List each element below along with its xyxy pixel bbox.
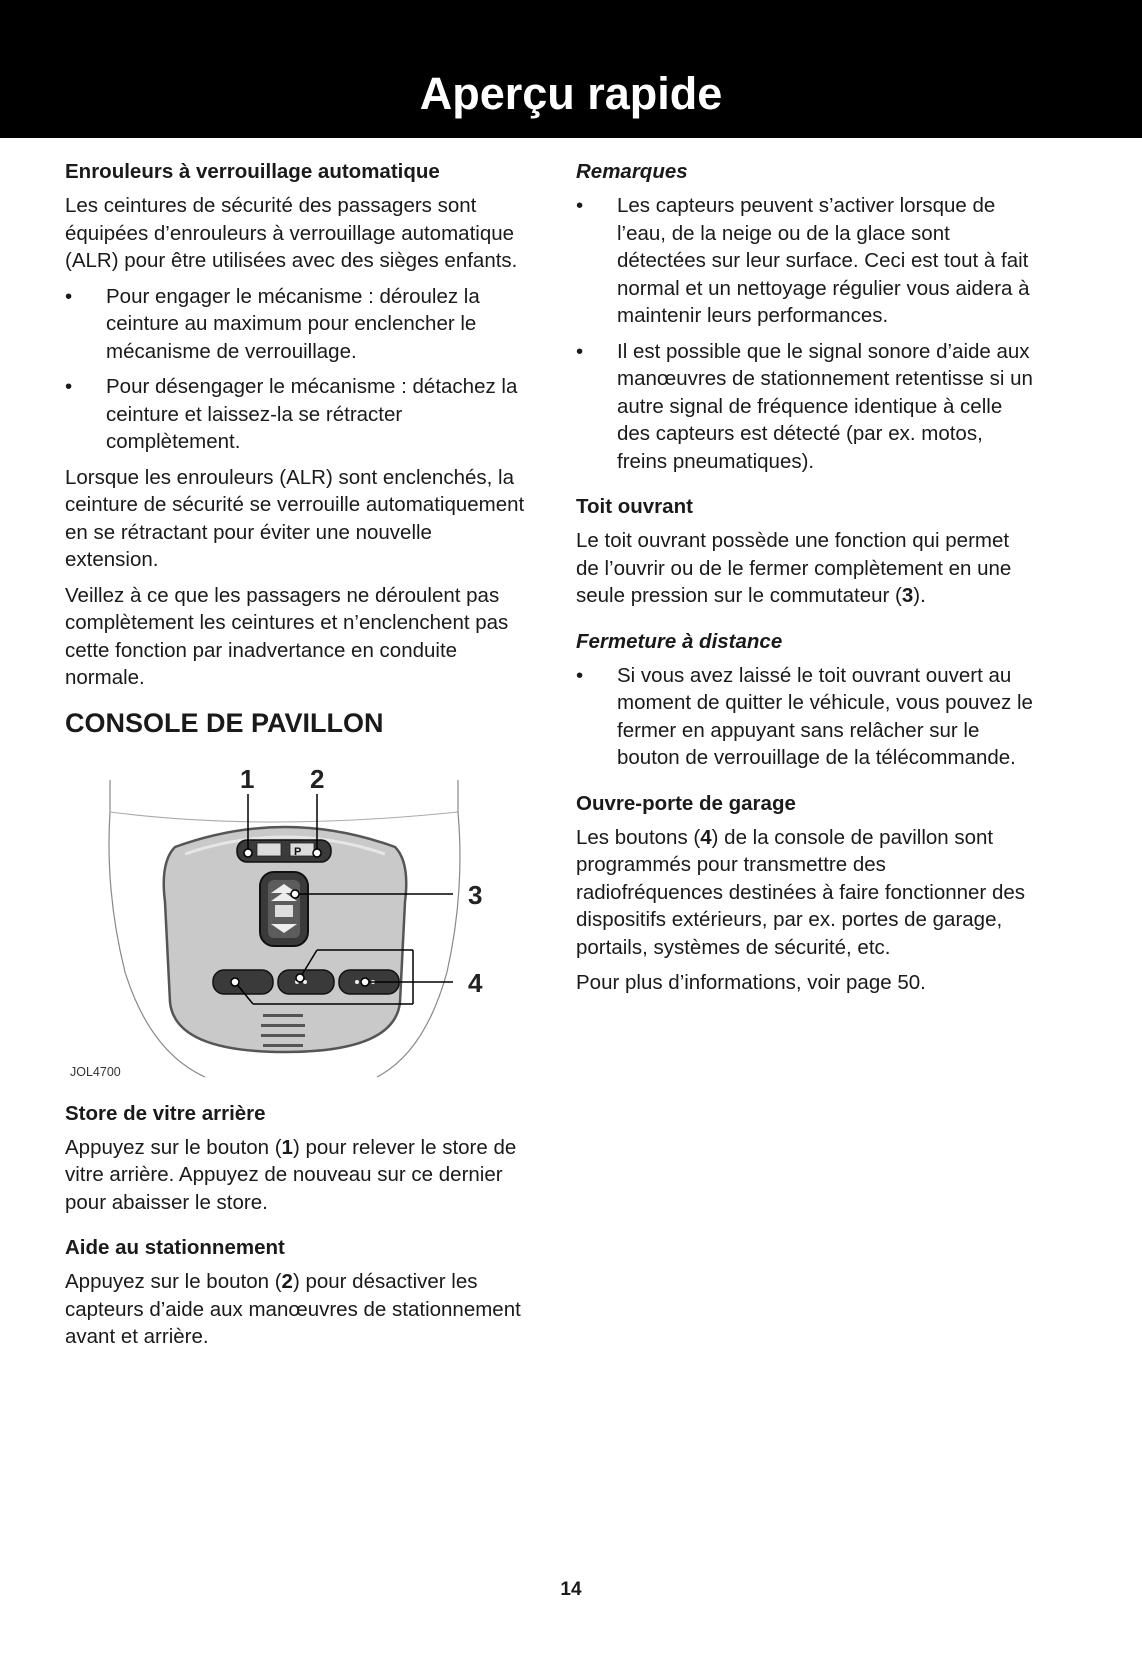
right-column: [576, 158, 1036, 1005]
list-item: • Si vous avez laissé le toit ouvrant ouvert au moment de quitter le véhicule, vous pouvez le fermer en appuyant sans relâcher sur le bouton de verrouillage de la télécommande.: [576, 663, 1033, 769]
store-heading: Store de vitre arrière: [65, 1101, 266, 1125]
aide-heading: Aide au stationnement: [65, 1236, 285, 1259]
list-item: • Les capteurs peuvent s’activer lorsque de l’eau, de la neige ou de la glace sont détectées sur leur surface. Ceci est tout à fait normal et un nettoyage régulier vous aidera à maintenir leurs performances.: [576, 194, 1030, 327]
bullet: •: [65, 284, 73, 308]
bullet: •: [576, 339, 584, 363]
console-heading: CONSOLE DE PAVILLON: [65, 707, 384, 738]
alr-bullet-list: [65, 283, 525, 456]
page-number: 14: [560, 1579, 582, 1600]
bullet: •: [65, 375, 73, 398]
garage-heading: Ouvre-porte de garage: [576, 791, 796, 815]
figure-code: JOL4700: [70, 1064, 121, 1079]
fermeture-bullet-list: [576, 662, 1036, 772]
garage-text: Les boutons (4) de la console de pavillon sont programmés pour transmettre des radiofréquences destinées à faire fonctionner des dispositifs extérieurs, par ex. portes de garage, portails, systèmes de sécurité, etc.: [576, 825, 1026, 959]
alr-intro: Les ceintures de sécurité des passagers sont équipées d’enrouleurs à verrouillage automatique (ALR) pour être utilisées avec des sièges enfants.: [65, 194, 518, 272]
toit-text: Le toit ouvrant possède une fonction qui permet de l’ouvrir ou de le fermer complètement en une seule pression sur le commutateur (3).: [576, 529, 1012, 607]
console-illustration: [65, 752, 525, 1082]
more-info-text: Pour plus d’informations, voir page 50.: [576, 971, 926, 994]
alr-paragraph-3: Veillez à ce que les passagers ne déroulent pas complètement les ceintures et n’enclenchent pas cette fonction par inadvertance en conduite normale.: [65, 583, 509, 689]
callout-4: 4: [468, 967, 483, 998]
callout-2: 2: [310, 763, 325, 794]
list-item: • Pour désengager le mécanisme : détachez la ceinture et laissez-la se rétracter complètement.: [65, 375, 518, 453]
page-title: Aperçu rapide: [419, 68, 723, 119]
remarques-heading: Remarques: [576, 160, 688, 183]
overhead-console-figure: [65, 752, 525, 1082]
bullet: •: [576, 194, 584, 217]
callout-1: 1: [240, 763, 255, 794]
store-text: Appuyez sur le bouton (1) pour relever le store de vitre arrière. Appuyez de nouveau sur ce dernier pour abaisser le store.: [65, 1135, 517, 1214]
list-item: • Il est possible que le signal sonore d’aide aux manœuvres de stationnement retentisse si un autre signal de fréquence identique à celle des capteurs est détecté (par ex. motos, freins pneumatiques).: [576, 339, 1033, 473]
page-header: [0, 0, 1142, 138]
left-column: [65, 158, 525, 1359]
fermeture-heading: Fermeture à distance: [576, 629, 783, 653]
alr-paragraph-2: Lorsque les enrouleurs (ALR) sont enclenchés, la ceinture de sécurité se verrouille automatiquement en se rétractant pour éviter une nouvelle extension.: [65, 465, 525, 571]
aide-text: Appuyez sur le bouton (2) pour désactiver les capteurs d’aide aux manœuvres de stationnement avant et arrière.: [65, 1270, 521, 1348]
list-item: • Pour engager le mécanisme : déroulez la ceinture au maximum pour enclencher le mécanisme de verrouillage.: [65, 284, 480, 363]
bullet: •: [576, 663, 584, 687]
remarques-bullet-list: [576, 192, 1036, 475]
callout-3: 3: [468, 879, 483, 910]
toit-heading: Toit ouvrant: [576, 495, 693, 518]
park-aid-label: P: [294, 845, 302, 858]
alr-heading: Enrouleurs à verrouillage automatique: [65, 160, 440, 183]
